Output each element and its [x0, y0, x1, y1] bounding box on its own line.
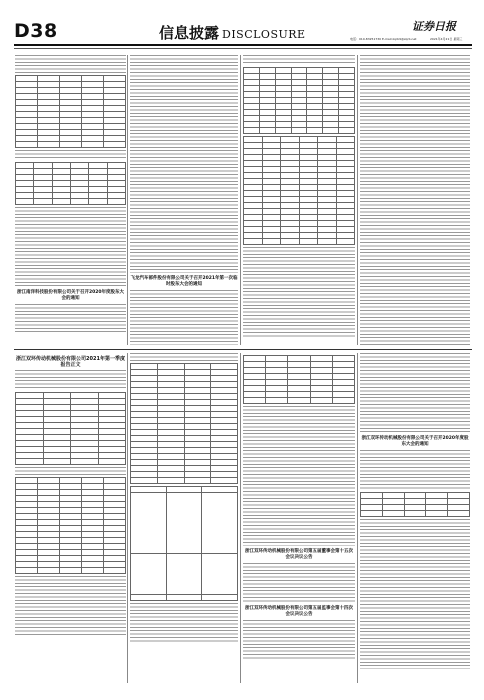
bottom-col-c-heading2: 浙江双环传动机械股份有限公司第五届监事会第十四次会议决议公告 — [245, 606, 353, 617]
column-divider — [357, 55, 358, 345]
top-table-a1 — [15, 75, 126, 148]
contact-line: 电话：010-83251730 E-mail:zqrb9@zqrb.net — [350, 37, 417, 41]
masthead — [14, 16, 472, 46]
bottom-column-c — [243, 353, 355, 683]
half-divider — [14, 349, 472, 350]
top-column-c — [243, 55, 355, 345]
top-col-b-heading: 飞龙汽车部件股份有限公司关于召开2021年第一次临时股东大会的通知 — [130, 276, 238, 287]
column-divider — [127, 55, 128, 345]
newspaper-logo: 证券日报 — [412, 20, 456, 33]
bottom-column-a — [15, 353, 126, 683]
top-column-a — [15, 55, 126, 345]
top-table-a2 — [15, 162, 126, 205]
top-table-c2 — [243, 136, 355, 245]
bottom-column-b — [130, 353, 238, 683]
section-title-cn: 信息披露 — [159, 24, 220, 42]
bottom-table-b1 — [130, 363, 238, 484]
column-divider — [240, 55, 241, 345]
column-divider — [240, 353, 241, 683]
bottom-table-c1 — [243, 355, 355, 404]
bottom-col-d-heading: 浙江双环传动机械股份有限公司关于召开2020年度股东大会的通知 — [361, 436, 469, 447]
top-col-a-heading: 浙江南洋科技股份有限公司关于召开2020年度股东大会的通知 — [16, 290, 125, 301]
bottom-col-c-heading: 浙江双环传动机械股份有限公司第五届董事会第十五次会议决议公告 — [245, 549, 353, 560]
section-title-en: DISCLOSURE — [222, 28, 306, 41]
page-number: D38 — [14, 20, 58, 42]
date-line: 2021年4月21日 星期三 — [430, 37, 463, 41]
bottom-table-b2 — [130, 486, 238, 601]
bottom-table-a2 — [15, 477, 126, 574]
top-table-c1 — [243, 67, 355, 134]
bottom-column-d — [360, 353, 470, 683]
header-rule — [14, 44, 472, 46]
column-divider — [127, 353, 128, 683]
bottom-table-d1 — [360, 492, 470, 517]
bottom-table-a1 — [15, 392, 126, 465]
header-rule-thin — [14, 48, 472, 49]
section-title — [159, 22, 306, 43]
column-divider — [357, 353, 358, 683]
top-column-b — [130, 55, 238, 345]
bottom-col-a-heading: 浙江双环传动机械股份有限公司2021年第一季度报告正文 — [16, 356, 125, 368]
top-column-d — [360, 55, 470, 345]
